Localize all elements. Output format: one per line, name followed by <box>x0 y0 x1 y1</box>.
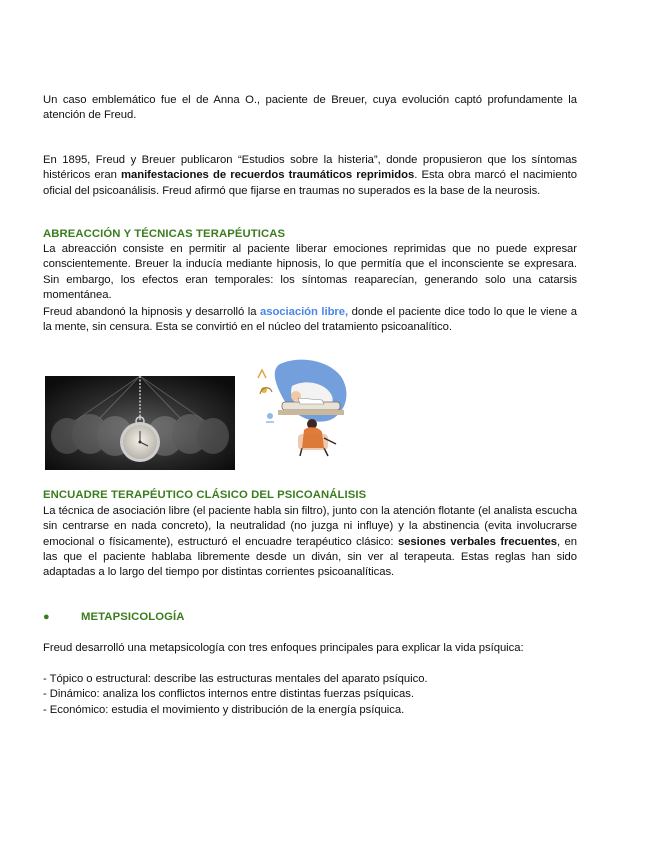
hypnosis-watch-illustration <box>45 376 235 470</box>
bullet-heading-metapsicologia <box>43 610 577 625</box>
text-run: . Esta obra marcó el nacimiento oficial del psicoanálisis. Freud afirmó que fijarse en traumas no superados es la base de la neurosis. <box>43 169 577 197</box>
paragraph-anna-o: Un caso emblemático fue el de Anna O., paciente de Breuer, cuya evolución captó profundamente la atención de Freud. <box>43 94 577 122</box>
list-item: - Tópico o estructural: describe las estructuras mentales del aparato psíquico. <box>43 673 428 685</box>
paragraph-metapsicologia-intro: Freud desarrolló una metapsicología con tres enfoques principales para explicar la vida psíquica: <box>43 642 524 654</box>
therapy-session-illustration <box>252 356 356 459</box>
paragraph-estudios-histeria <box>43 153 577 199</box>
heading-abreaccion: ABREACCIÓN Y TÉCNICAS TERAPÉUTICAS <box>43 228 286 240</box>
paragraph-abreaccion: La abreacción consiste en permitir al paciente liberar emociones reprimidas que no puede expresar conscientemente. Breuer la inducía mediante hipnosis, lo que permitía que el inconsciente se expresara. Sin embargo, los efectos eran temporales: los síntomas reaparecían, generando solo una catarsis momentánea. <box>43 243 577 301</box>
paragraph-encuadre <box>43 504 577 580</box>
heading-encuadre: ENCUADRE TERAPÉUTICO CLÁSICO DEL PSICOANÁLISIS <box>43 489 367 501</box>
hypnosis-watch-image <box>45 376 235 470</box>
list-item: - Económico: estudia el movimiento y distribución de la energía psíquica. <box>43 703 405 716</box>
text-run: En 1895, Freud y Breuer publicaron “Estudios sobre la histeria”, donde propusieron que los síntomas histéricos eran <box>43 154 577 182</box>
text-run: Freud abandonó la hipnosis y desarrolló la <box>43 306 260 318</box>
bold-text: manifestaciones de recuerdos traumáticos reprimidos <box>121 169 415 182</box>
asociacion-libre-link[interactable]: asociación libre, <box>259 306 349 318</box>
heading-metapsicologia: METAPSICOLOGÍA <box>81 611 185 623</box>
list-item: - Dinámico: analiza los conflictos internos entre distintas fuerzas psíquicas. <box>43 688 414 701</box>
paragraph-asociacion-libre <box>43 305 577 336</box>
bold-text: sesiones verbales frecuentes <box>397 535 557 548</box>
therapy-session-drawing <box>252 356 356 459</box>
bullet-icon: ● <box>43 611 50 623</box>
text-run: donde el paciente dice todo lo que le viene a la mente, sin censura. Esta se convirtió en el núcleo del tratamiento psicoanalítico. <box>43 306 577 334</box>
text-run: La técnica de asociación libre (el paciente habla sin filtro), junto con la atención flotante (el analista escucha sin centrarse en nada concreto), la neutralidad (no juzga ni influye) y la abstinencia (evita involucrarse emocional o físicamente), estructuró el encuadre terapéutico clásico: <box>43 505 577 548</box>
metapsicologia-list <box>43 672 577 718</box>
text-run: , en las que el paciente hablaba libremente desde un diván, sin ver al terapeuta. Estas reglas han sido adaptadas a lo largo del tiempo por distintas corrientes psicoanalíticas. <box>43 535 577 579</box>
